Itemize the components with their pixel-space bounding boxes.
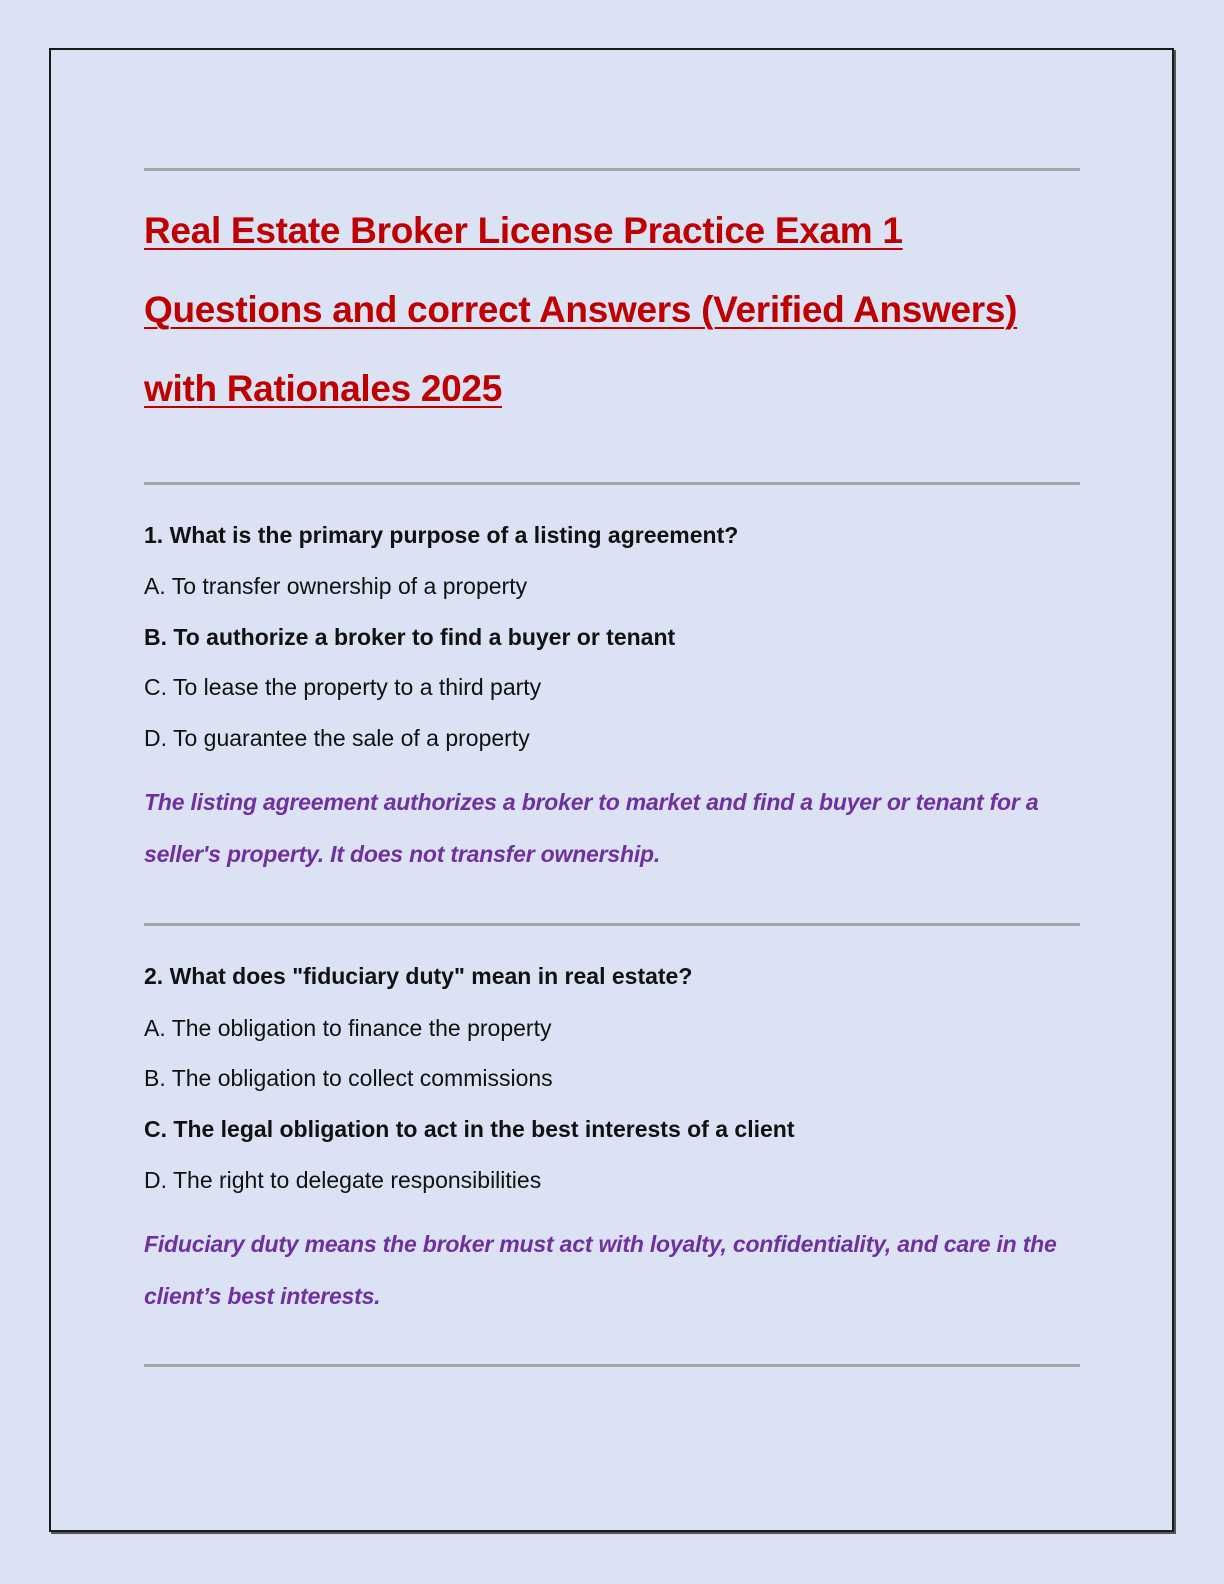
document-title-line-1: Real Estate Broker License Practice Exam 1 bbox=[144, 210, 903, 251]
answer-option-d: D. The right to delegate responsibilities bbox=[144, 1167, 542, 1193]
question-text: 1. What is the primary purpose of a listing agreement? bbox=[144, 522, 739, 548]
answer-option-c: C. To lease the property to a third party bbox=[144, 674, 542, 700]
answer-option-a: A. The obligation to finance the property bbox=[144, 1015, 552, 1041]
divider-after-question-1 bbox=[144, 923, 1080, 926]
answer-option-a: A. To transfer ownership of a property bbox=[144, 573, 528, 599]
divider-bottom bbox=[144, 1364, 1080, 1367]
divider-after-title bbox=[144, 482, 1080, 485]
answer-option-b: B. The obligation to collect commissions bbox=[144, 1065, 553, 1091]
rationale-text: The listing agreement authorizes a broker to market and find a buyer or tenant for a seller's property. It does not transfer ownership. bbox=[144, 789, 1039, 867]
rationale-text: Fiduciary duty means the broker must act with loyalty, confidentiality, and care in the client’s best interests. bbox=[144, 1231, 1057, 1309]
document-title-line-3: with Rationales 2025 bbox=[144, 368, 502, 409]
document-title-line-2: Questions and correct Answers (Verified Answers) bbox=[144, 289, 1018, 330]
answer-option-d: D. To guarantee the sale of a property bbox=[144, 725, 530, 751]
answer-option-b-correct: B. To authorize a broker to find a buyer or tenant bbox=[144, 624, 676, 650]
answer-option-c-correct: C. The legal obligation to act in the best interests of a client bbox=[144, 1116, 795, 1142]
divider-top bbox=[144, 168, 1080, 171]
question-text: 2. What does "fiduciary duty" mean in real estate? bbox=[144, 963, 693, 989]
